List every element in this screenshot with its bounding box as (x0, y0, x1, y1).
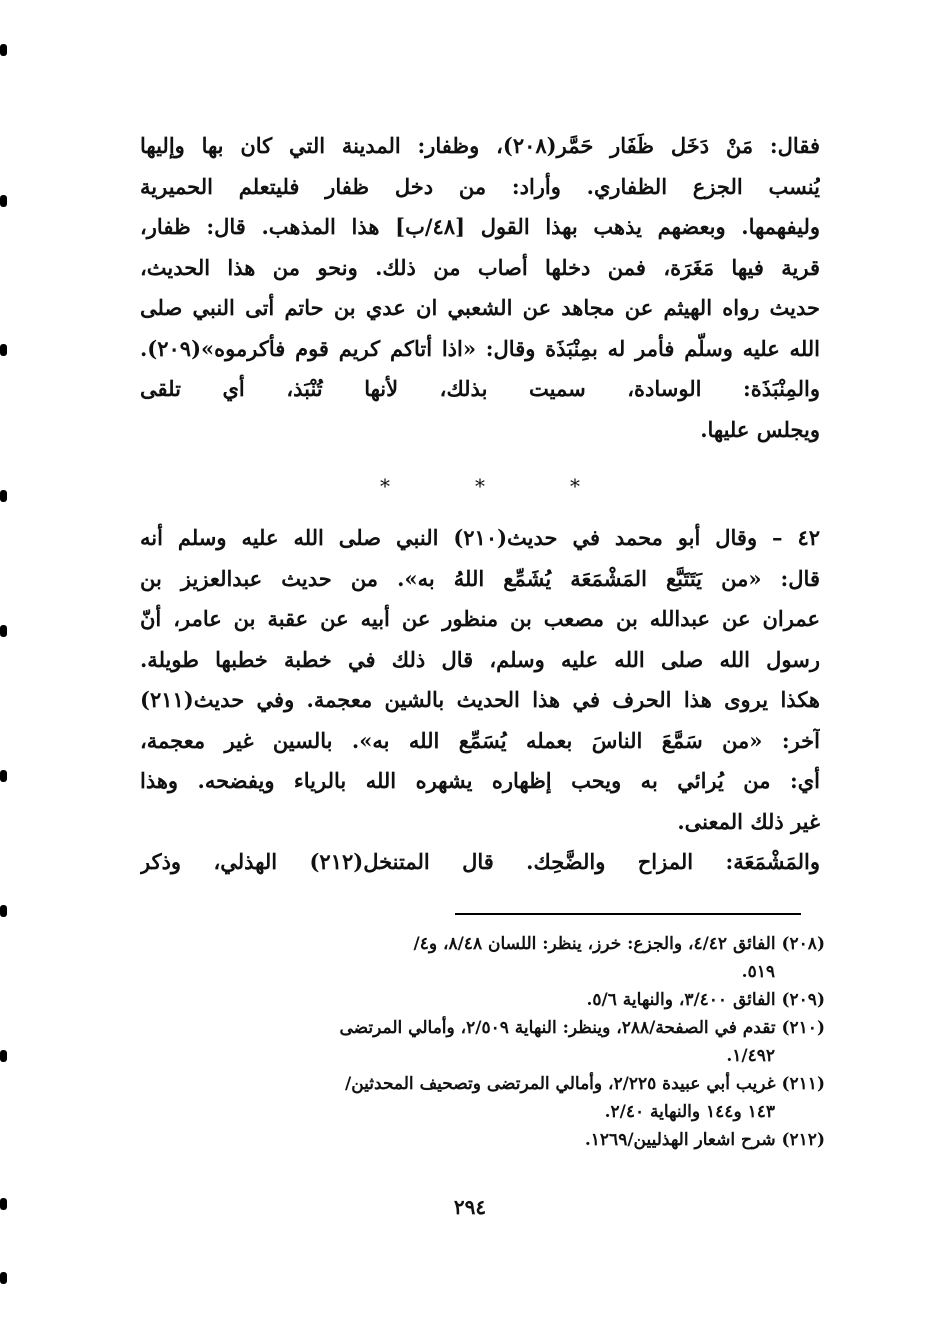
binding-hole-mark (0, 625, 7, 637)
star-glyph: * (475, 474, 485, 498)
footnote-continuation: ٥١٩. (741, 962, 775, 982)
text-line: الله عليه وسلّم فأمر له بمِنْبَذَة وقال: «اذا أتاكم كريم قوم فأكرموه»(٢٠٩). (140, 335, 820, 361)
footnote-number: (٢١٢) (781, 1130, 825, 1150)
footnote-text: الفائق ٤/٤٢، والجزع: خرز، ينظر: اللسان ٨/٤٨، و٤/ (413, 934, 776, 954)
binding-hole-mark (0, 1272, 7, 1284)
section-divider-stars (380, 474, 580, 498)
footnote-number: (٢٠٨) (781, 934, 825, 954)
footnote-text: غريب أبي عبيدة ٢/٢٢٥، وأمالي المرتضى وتصحيف المحدثين/ (345, 1074, 776, 1094)
footnote-text: الفائق ٣/٤٠٠، والنهاية ٥/٦. (586, 990, 776, 1010)
paragraph-2 (140, 518, 820, 883)
text-line: قال: «من يَتَتَبَّع المَشْمَعَة يُشَمِّع اللهُ به». من حديث عبدالعزيز بن (140, 565, 820, 591)
star-glyph: * (380, 474, 390, 498)
binding-hole-mark (0, 770, 7, 782)
text-line: يُنسب الجزع الظفاري. وأراد: من دخل ظفار فليتعلم الحميرية (140, 173, 820, 199)
footnote-separator (455, 913, 801, 915)
binding-hole-mark (0, 344, 7, 356)
footnote (145, 930, 825, 986)
text-line: عمران عن عبدالله بن مصعب بن منظور عن أبيه عن عقبة بن عامر، أنّ (140, 606, 820, 631)
footnote-text: شرح اشعار الهذليين/١٢٦٩. (584, 1130, 776, 1150)
binding-hole-mark (0, 490, 7, 502)
text-line: فقال: مَنْ دَخَل ظَفَار حَمَّر(٢٠٨)، وظفار: المدينة التي كان بها وإليها (140, 133, 820, 158)
text-line: غير ذلك المعنى. (677, 808, 820, 834)
binding-hole-mark (0, 44, 7, 56)
binding-hole-mark (0, 195, 7, 207)
page-number: ٢٩٤ (453, 1195, 487, 1219)
footnote-number: (٢١٠) (781, 1018, 825, 1038)
text-line: والمَشْمَعَة: المزاح والضَّحِك. قال المتنخل(٢١٢) الهذلي، وذكر (140, 849, 820, 874)
binding-hole-mark (0, 1198, 7, 1210)
text-line: أي: من يُرائي به ويحب إظهاره يشهره الله بالرياء ويفضحه. وهذا (140, 768, 820, 793)
footnote (145, 1070, 825, 1126)
text-line: حديث رواه الهيثم عن مجاهد عن الشعبي ان عدي بن حاتم أتى النبي صلى (140, 295, 820, 320)
footnote (145, 1014, 825, 1070)
footnote-text: تقدم في الصفحة/٢٨٨، وينظر: النهاية ٢/٥٠٩، وأمالي المرتضى (339, 1018, 776, 1038)
star-glyph: * (570, 474, 580, 498)
binding-hole-mark (0, 905, 7, 917)
footnote-number: (٢٠٩) (781, 990, 825, 1010)
footnote-continuation: ١/٤٩٢. (726, 1046, 775, 1066)
text-line: ٤٢ – وقال أبو محمد في حديث(٢١٠) النبي صلى الله عليه وسلم أنه (140, 525, 820, 550)
footnote (145, 1126, 825, 1154)
text-line: هكذا يروى هذا الحرف في هذا الحديث بالشين معجمة. وفي حديث(٢١١) (140, 687, 820, 712)
text-line: آخر: «من سَمَّعَ الناسَ بعمله يُسَمِّع الله به». بالسين غير معجمة، (140, 727, 820, 753)
footnote (145, 986, 825, 1014)
binding-hole-mark (0, 1050, 7, 1062)
footnotes (145, 930, 825, 1154)
footnote-continuation: ١٤٣ و١٤٤ والنهاية ٢/٤٠. (604, 1102, 775, 1122)
paragraph-1 (140, 126, 820, 450)
text-line: قرية فيها مَغَرَة، فمن دخلها أصاب من ذلك. ونحو من هذا الحديث، (140, 254, 820, 280)
text-line: وليفهمها. وبعضهم يذهب بهذا القول [٤٨/ب] هذا المذهب. قال: ظفار، (140, 214, 820, 239)
footnote-number: (٢١١) (781, 1074, 825, 1094)
text-line: رسول الله صلى الله عليه وسلم، قال ذلك في خطبة خطبها طويلة. (140, 646, 820, 672)
text-line: والمِنْبَذَة: الوسادة، سميت بذلك، لأنها تُنْبَذ، أي تلقى (140, 376, 820, 401)
text-line: ويجلس عليها. (700, 416, 820, 442)
